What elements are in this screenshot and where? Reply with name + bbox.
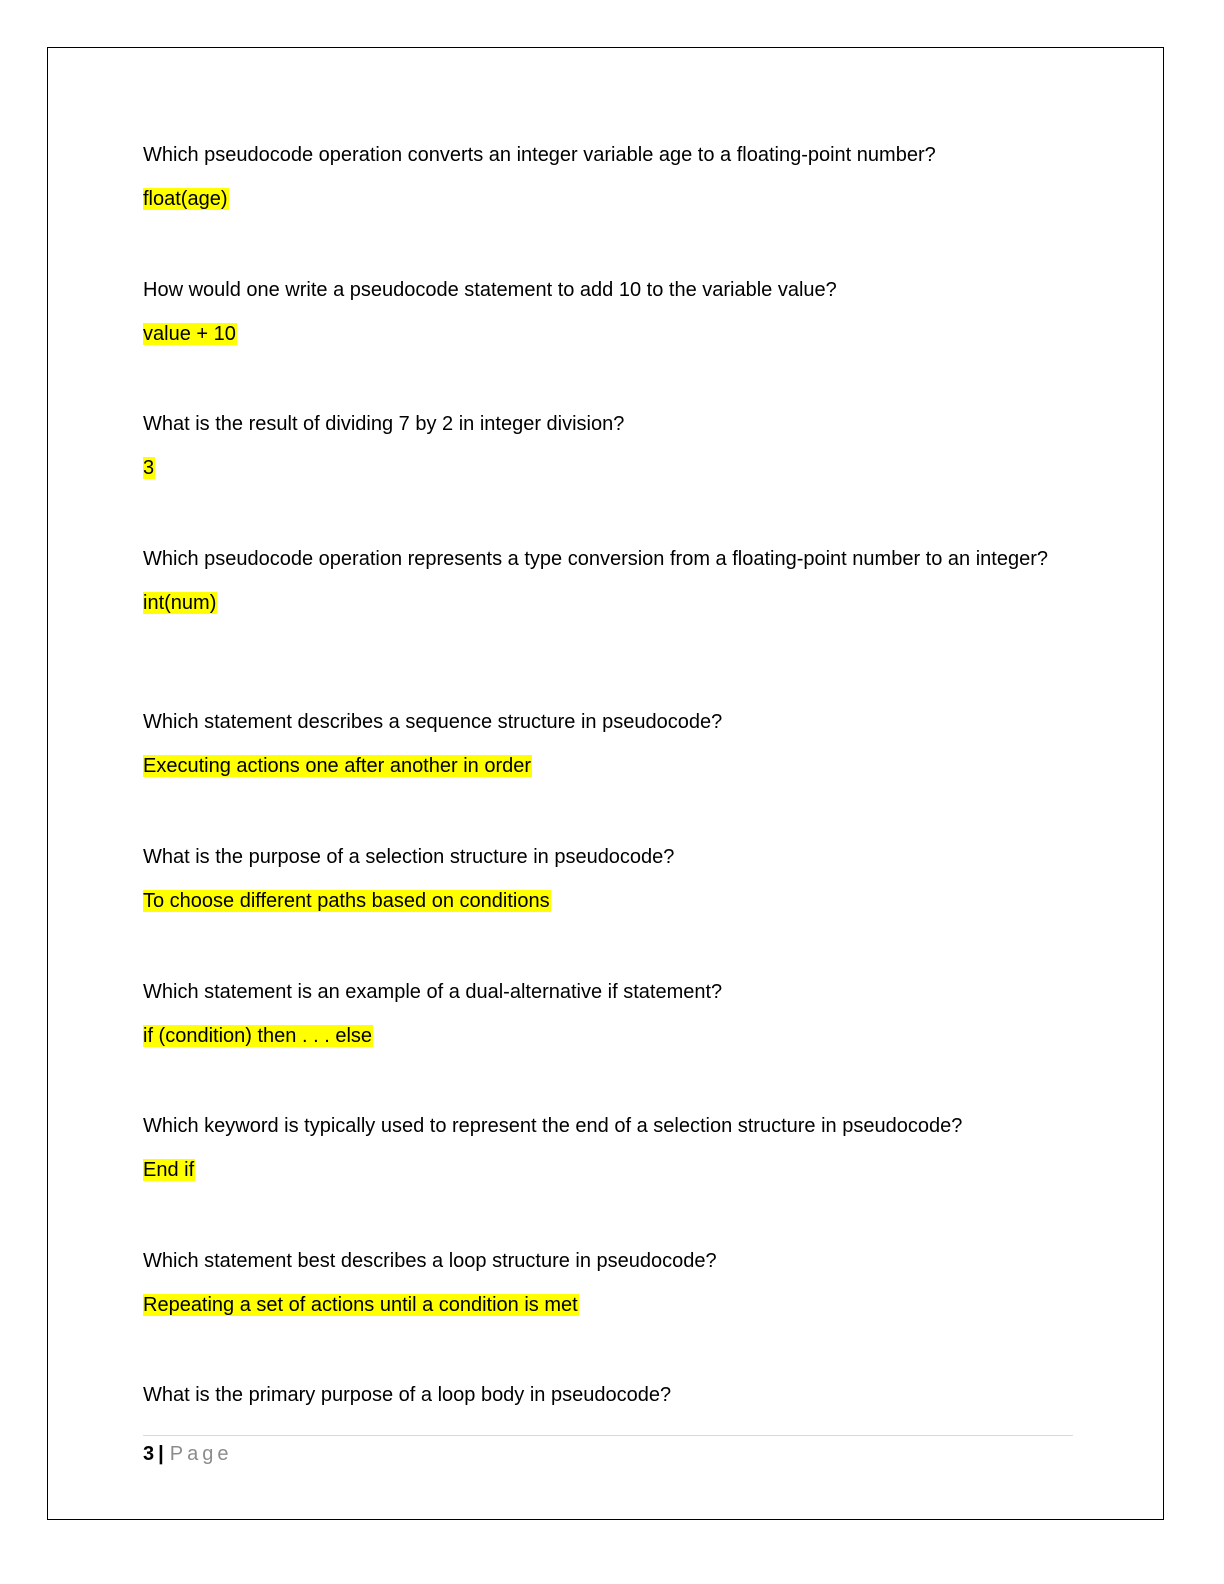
footer-divider	[143, 1435, 1073, 1436]
answer-highlight: if (condition) then . . . else	[143, 1024, 373, 1047]
question-text: Which keyword is typically used to represent the end of a selection structure in pseudocode?	[143, 1115, 963, 1138]
question-text: How would one write a pseudocode statement to add 10 to the variable value?	[143, 278, 837, 301]
answer-highlight: Executing actions one after another in order	[143, 755, 532, 778]
answer-highlight: Repeating a set of actions until a condition is met	[143, 1293, 578, 1316]
document-body	[143, 141, 1073, 1516]
answer-highlight: 3	[143, 457, 155, 480]
page-number: 3	[143, 1443, 155, 1465]
answer-highlight: To choose different paths based on conditions	[143, 889, 550, 912]
question-text: Which pseudocode operation represents a type conversion from a floating-point number to an integer?	[143, 547, 1048, 570]
qa-item	[143, 843, 1073, 978]
question-text: Which pseudocode operation converts an integer variable age to a floating-point number?	[143, 144, 936, 166]
question-text: Which statement is an example of a dual-alternative if statement?	[143, 980, 723, 1003]
qa-item	[143, 978, 1073, 1113]
qa-item	[143, 1381, 1073, 1516]
qa-item	[143, 410, 1073, 545]
qa-item	[143, 545, 1073, 709]
question-text: What is the purpose of a selection structure in pseudocode?	[143, 845, 675, 868]
page-label: Page	[169, 1443, 233, 1465]
qa-item	[143, 708, 1073, 843]
question-text: Which statement best describes a loop structure in pseudocode?	[143, 1249, 717, 1272]
answer-highlight: int(num)	[143, 591, 217, 614]
qa-item	[143, 1247, 1073, 1382]
answer-highlight: value + 10	[143, 322, 236, 345]
qa-item	[143, 276, 1073, 411]
footer-separator: |	[158, 1443, 164, 1465]
question-text: Which statement describes a sequence structure in pseudocode?	[143, 711, 723, 734]
question-text: What is the primary purpose of a loop body in pseudocode?	[143, 1384, 672, 1407]
question-text: What is the result of dividing 7 by 2 in integer division?	[143, 413, 625, 436]
qa-item	[143, 141, 1073, 276]
answer-highlight: End if	[143, 1159, 195, 1182]
answer-highlight: float(age)	[143, 188, 228, 210]
qa-item	[143, 1112, 1073, 1247]
page-footer	[143, 1440, 232, 1469]
